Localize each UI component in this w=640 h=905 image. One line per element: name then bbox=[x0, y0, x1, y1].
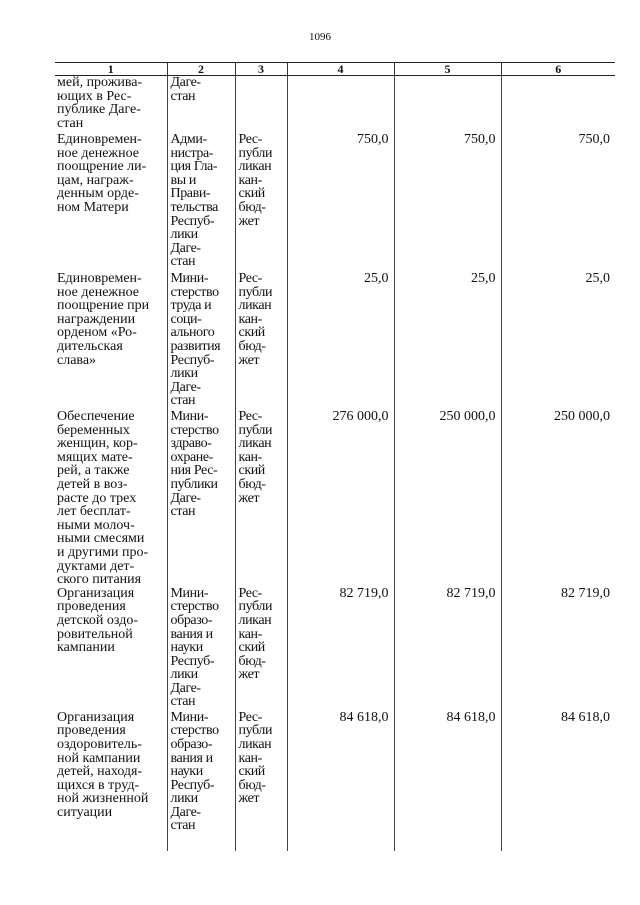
amount-year-1-cell bbox=[287, 76, 394, 134]
column-header-6: 6 bbox=[501, 63, 615, 76]
amount-year-2-cell: 84 618,0 bbox=[394, 711, 501, 851]
measure-name-cell: Единовремен- ное денежное поощрение ли- цам, награж- денным орде- ном Матери bbox=[55, 133, 167, 272]
measure-name-cell: Организация проведения оздоровитель- ной кампании детей, находя- щихся в труд- ной жизненной ситуации bbox=[55, 711, 167, 851]
table-body bbox=[55, 76, 615, 851]
table-row bbox=[55, 410, 615, 587]
column-header-4: 4 bbox=[287, 63, 394, 76]
budget-source-cell: Рес- публи ликан кан- ский бюд- жет bbox=[235, 587, 287, 711]
table-row bbox=[55, 272, 615, 410]
column-header-5: 5 bbox=[394, 63, 501, 76]
table-row bbox=[55, 711, 615, 851]
table-header bbox=[55, 63, 615, 76]
budget-source-cell: Рес- публи ликан кан- ский бюд- жет bbox=[235, 711, 287, 851]
page-number: 1096 bbox=[309, 31, 331, 43]
amount-year-1-cell: 750,0 bbox=[287, 133, 394, 272]
amount-year-2-cell bbox=[394, 76, 501, 134]
agency-cell: Даге- стан bbox=[167, 76, 235, 134]
agency-cell: Мини- стерство труда и соци- ального развития Респуб- лики Даге- стан bbox=[167, 272, 235, 410]
amount-year-3-cell: 25,0 bbox=[501, 272, 615, 410]
budget-source-cell: Рес- публи ликан кан- ский бюд- жет bbox=[235, 410, 287, 587]
budget-table bbox=[55, 62, 615, 851]
column-header-1: 1 bbox=[55, 63, 167, 76]
amount-year-3-cell bbox=[501, 76, 615, 134]
agency-cell: Мини- стерство образо- вания и науки Респуб- лики Даге- стан bbox=[167, 587, 235, 711]
amount-year-1-cell: 82 719,0 bbox=[287, 587, 394, 711]
table-row bbox=[55, 76, 615, 134]
amount-year-1-cell: 25,0 bbox=[287, 272, 394, 410]
amount-year-2-cell: 82 719,0 bbox=[394, 587, 501, 711]
table-row bbox=[55, 133, 615, 272]
budget-source-cell bbox=[235, 76, 287, 134]
column-header-2: 2 bbox=[167, 63, 235, 76]
amount-year-2-cell: 250 000,0 bbox=[394, 410, 501, 587]
amount-year-3-cell: 750,0 bbox=[501, 133, 615, 272]
agency-cell: Мини- стерство здраво- охране- ния Рес- публики Даге- стан bbox=[167, 410, 235, 587]
agency-cell: Мини- стерство образо- вания и науки Респуб- лики Даге- стан bbox=[167, 711, 235, 851]
amount-year-1-cell: 84 618,0 bbox=[287, 711, 394, 851]
agency-cell: Адми- нистра- ция Гла- вы и Прави- тельства Респуб- лики Даге- стан bbox=[167, 133, 235, 272]
budget-source-cell: Рес- публи ликан кан- ский бюд- жет bbox=[235, 133, 287, 272]
column-header-3: 3 bbox=[235, 63, 287, 76]
measure-name-cell: Организация проведения детской оздо- ровительной кампании bbox=[55, 587, 167, 711]
header-row bbox=[55, 63, 615, 76]
amount-year-2-cell: 750,0 bbox=[394, 133, 501, 272]
amount-year-3-cell: 82 719,0 bbox=[501, 587, 615, 711]
amount-year-3-cell: 84 618,0 bbox=[501, 711, 615, 851]
amount-year-3-cell: 250 000,0 bbox=[501, 410, 615, 587]
measure-name-cell: Обеспечение беременных женщин, кор- мящих мате- рей, а также детей в воз- расте до трех лет бесплат- ными молоч- ными смесями и другими про- дуктами дет- ского питания bbox=[55, 410, 167, 587]
amount-year-1-cell: 276 000,0 bbox=[287, 410, 394, 587]
measure-name-cell: мей, прожива- ющих в Рес- публике Даге- стан bbox=[55, 76, 167, 134]
amount-year-2-cell: 25,0 bbox=[394, 272, 501, 410]
table-row bbox=[55, 587, 615, 711]
measure-name-cell: Единовремен- ное денежное поощрение при награждении орденом «Ро- дительская слава» bbox=[55, 272, 167, 410]
budget-source-cell: Рес- публи ликан кан- ский бюд- жет bbox=[235, 272, 287, 410]
